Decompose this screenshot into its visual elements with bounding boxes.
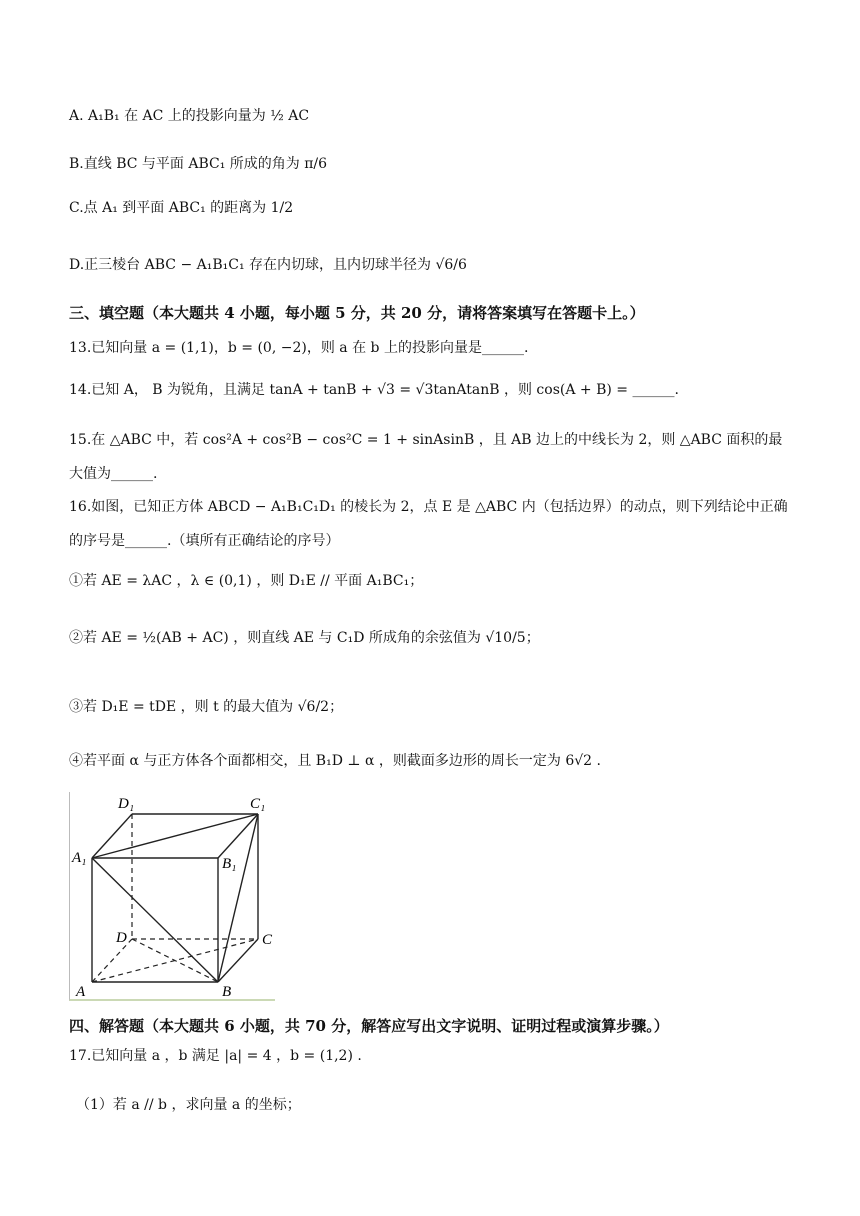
option-c: C.点 A₁ 到平面 ABC₁ 的距离为 1/2: [69, 200, 294, 216]
option-d: D.正三棱台 ABC − A₁B₁C₁ 存在内切球，且内切球半径为 √6/6: [69, 257, 467, 273]
question-16-item-2: ②若 AE = ½(AB + AC) ，则直线 AE 与 C₁D 所成角的余弦值为 √10/5；: [69, 630, 540, 646]
question-16: 16.如图，已知正方体 ABCD − A₁B₁C₁D₁ 的棱长为 2，点 E 是 △ABC 内（包括边界）的动点，则下列结论中正确的序号是______.（填所有正确结论的序号）: [69, 499, 788, 549]
question-16-item-4: ④若平面 α 与正方体各个面都相交，且 B₁D ⊥ α ，则截面多边形的周长一定为 6√2 .: [69, 753, 601, 769]
section-4-heading: 四、解答题（本大题共 6 小题，共 70 分，解答应写出文字说明、证明过程或演算步骤。）: [69, 1017, 669, 1035]
section-3-heading: 三、填空题（本大题共 4 小题，每小题 5 分，共 20 分，请将答案填写在答题卡上。）: [69, 304, 645, 322]
label-d1: D₁: [118, 796, 135, 812]
cube-diagram: [70, 792, 275, 999]
label-c1: C₁: [250, 796, 266, 812]
question-16-item-3: ③若 D₁E = tDE ，则 t 的最大值为 √6/2；: [69, 699, 344, 715]
option-a: A. A₁B₁ 在 AC 上的投影向量为 ½ AC: [69, 108, 310, 124]
question-17-part-1: （1）若 a // b ，求向量 a 的坐标；: [76, 1097, 301, 1113]
question-17: 17.已知向量 a ，b 满足 |a| = 4 ，b = (1,2) .: [69, 1048, 362, 1064]
question-14: 14.已知 A， B 为锐角，且满足 tanA + tanB + √3 = √3tanAtanB ，则 cos(A + B) = ______.: [69, 382, 679, 398]
label-d: D: [116, 930, 127, 946]
label-a: A: [76, 984, 86, 999]
question-15: 15.在 △ABC 中，若 cos²A + cos²B − cos²C = 1 + sinAsinB ，且 AB 边上的中线长为 2，则 △ABC 面积的最大值为______.: [69, 432, 783, 482]
label-b: B: [222, 984, 232, 999]
cube-figure: [69, 792, 275, 1001]
question-16-item-1: ①若 AE = λAC ，λ ∈ (0,1) ，则 D₁E // 平面 A₁BC₁；: [69, 573, 424, 589]
label-b1: B₁: [222, 856, 237, 872]
question-13: 13.已知向量 a = (1,1)，b = (0, −2)，则 a 在 b 上的投影向量是______.: [69, 340, 529, 356]
label-a1: A₁: [72, 850, 87, 866]
option-b: B.直线 BC 与平面 ABC₁ 所成的角为 π/6: [69, 156, 328, 172]
label-c: C: [262, 932, 273, 948]
